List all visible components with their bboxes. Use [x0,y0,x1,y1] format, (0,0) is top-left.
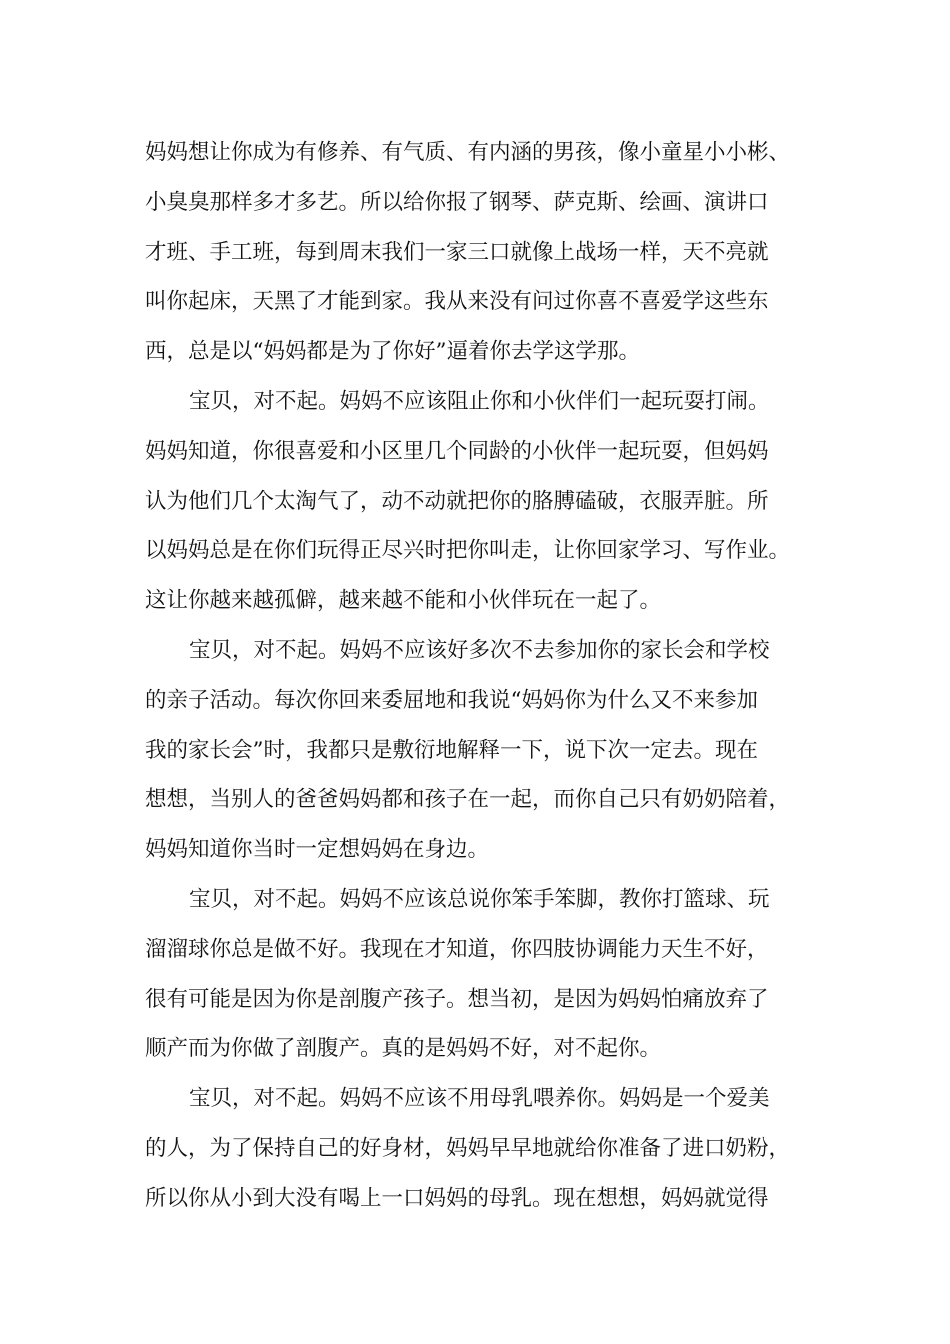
text-line: 妈妈知道你当时一定想妈妈在身边。 [145,837,490,863]
text-line: 所以你从小到大没有喝上一口妈妈的母乳。现在想想，妈妈就觉得 [145,1185,769,1211]
text-line: 想想，当别人的爸爸妈妈都和孩子在一起，而你自己只有奶奶陪着， [145,787,791,813]
text-line: 顺产而为你做了剖腹产。真的是妈妈不好，对不起你。 [145,1036,662,1062]
text-line: 这让你越来越孤僻，越来越不能和小伙伴玩在一起了。 [145,588,662,614]
text-line: 的亲子活动。每次你回来委屈地和我说“妈妈你为什么又不来参加 [145,687,758,713]
text-line: 西，总是以“妈妈都是为了你好”逼着你去学这学那。 [145,339,640,365]
text-line: 妈妈知道，你很喜爱和小区里几个同龄的小伙伴一起玩耍，但妈妈 [145,438,769,464]
paragraph-first-line: 宝贝，对不起。妈妈不应该不用母乳喂养你。妈妈是一个爱美 [189,1086,770,1112]
letter-body [145,128,835,1224]
text-line: 以妈妈总是在你们玩得正尽兴时把你叫走，让你回家学习、写作业。 [145,538,791,564]
text-line: 才班、手工班，每到周末我们一家三口就像上战场一样，天不亮就 [145,239,769,265]
text-line: 认为他们几个太淘气了，动不动就把你的胳膊磕破，衣服弄脏。所 [145,488,769,514]
text-line: 妈妈想让你成为有修养、有气质、有内涵的男孩，像小童星小小彬、 [145,140,791,165]
text-line: 我的家长会”时，我都只是敷衍地解释一下，说下次一定去。现在 [145,737,758,763]
paragraph-first-line: 宝贝，对不起。妈妈不应该好多次不去参加你的家长会和学校 [189,637,770,663]
text-line: 的人，为了保持自己的好身材，妈妈早早地就给你准备了进口奶粉， [145,1135,791,1161]
paragraph-first-line: 宝贝，对不起。妈妈不应该总说你笨手笨脚，教你打篮球、玩 [189,886,770,912]
text-line: 小臭臭那样多才多艺。所以给你报了钢琴、萨克斯、绘画、演讲口 [145,189,769,215]
paragraph-first-line: 宝贝，对不起。妈妈不应该阻止你和小伙伴们一起玩耍打闹。 [189,388,770,414]
text-line: 叫你起床，天黑了才能到家。我从来没有问过你喜不喜爱学这些东 [145,289,769,315]
text-line: 很有可能是因为你是剖腹产孩子。想当初，是因为妈妈怕痛放弃了 [145,986,769,1012]
text-line: 溜溜球你总是做不好。我现在才知道，你四肢协调能力天生不好， [145,936,769,962]
